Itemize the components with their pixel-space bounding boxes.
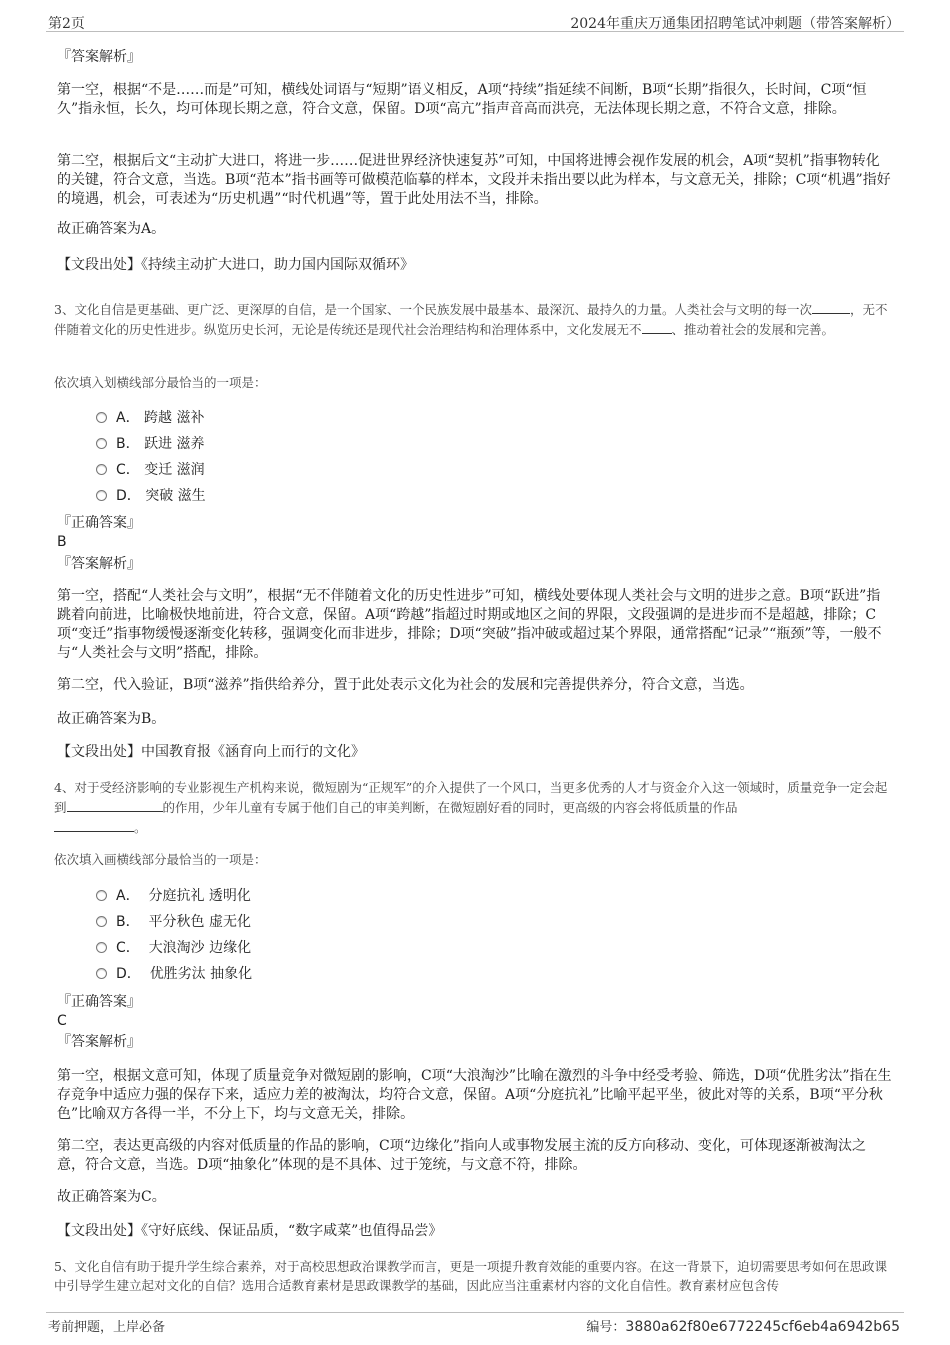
q3-option-b[interactable]: B． 跃进 滋养 [96, 434, 205, 454]
q3-correct-label: 『正确答案』 [57, 515, 141, 531]
radio-button-icon[interactable] [96, 968, 107, 979]
blank-1b [842, 299, 850, 314]
q4-stem: 4、对于受经济影响的专业影视生产机构来说，微短剧为“正规军”的介入提供了一个风口，当更多优秀的人才与资金介入这一领域时，质量竞争一定会起到 的作用，少年儿童有专属于他们自己的审美判断，在微短剧好看的同时，更高级的内容会将低质量的作品 。 [54, 780, 888, 835]
page-footer [46, 1312, 904, 1335]
blank-1 [67, 797, 163, 812]
q3-answer: B [57, 534, 67, 550]
q3-option-d[interactable]: D． 突破 滋生 [96, 486, 206, 506]
q4-answer: C [57, 1013, 67, 1029]
q2-conclusion: 故正确答案为A。 [57, 221, 166, 237]
q2-source: 【文段出处】《持续主动扩大进口，助力国内国际双循环》 [57, 257, 414, 273]
q4-analysis-label: 『答案解析』 [57, 1034, 141, 1050]
q4-analysis-para1: 第一空，根据文意可知，体现了质量竞争对微短剧的影响，C项“大浪淘沙”比喻在激烈的斗争中经受考验、筛选，D项“优胜劣汰”指在生存竞争中适应力强的保存下来，适应力差的被淘汰，均符合文意，保留。A项“分庭抗礼”比喻平起平坐，彼此对等的关系，B项“平分秋色”比喻双方各得一半，不分上下，均与文意无关，排除。 [57, 1068, 892, 1122]
serial-number: 编号：3880a62f80e6772245cf6eb4a6942b65 [586, 1319, 900, 1335]
blank-2 [54, 817, 134, 832]
q4-conclusion: 故正确答案为C。 [57, 1189, 166, 1205]
q2-analysis-label: 『答案解析』 [57, 49, 141, 65]
q3-stem: 3、文化自信是更基础、更广泛、更深厚的自信，是一个国家、一个民族发展中最基本、最深沉、最持久的力量。人类社会与文明的每一次 ，无不伴随着文化的历史性进步。纵览历史长河，无论是传统还是现代社会治理结构和治理体系中，文化发展无不 、推动着社会的发展和完善。 [54, 299, 896, 339]
radio-button-icon[interactable] [96, 890, 107, 901]
q4-option-b[interactable]: B． 平分秋色 虚无化 [96, 912, 251, 932]
q3-option-a[interactable]: A． 跨越 滋补 [96, 408, 204, 428]
blank-1 [812, 299, 842, 314]
radio-button-icon[interactable] [96, 942, 107, 953]
q5-stem: 5、文化自信有助于提升学生综合素养，对于高校思想政治课教学而言，更是一项提升教育效能的重要内容。在这一背景下，迫切需要思考如何在思政课中引导学生建立起对文化的自信？选用合适教育素材是思政课教学的基础，因此应当注重素材内容的文化自信性。教育素材应包含传 [54, 1259, 887, 1293]
radio-button-icon[interactable] [96, 412, 107, 423]
q3-instruction: 依次填入划横线部分最恰当的一项是： [54, 375, 267, 390]
q3-option-c[interactable]: C． 变迁 滋润 [96, 460, 205, 480]
q3-analysis-para1: 第一空，搭配“人类社会与文明”，根据“无不伴随着文化的历史性进步”可知，横线处要体现人类社会与文明的进步之意。B项“跃进”指跳着向前进，比喻极快地前进，符合文意，保留。A项“跨越”指超过时期或地区之间的界限，文段强调的是进步而不是超越，排除；C项“变迁”指事物缓慢逐渐变化转移，强调变化而非进步，排除；D项“突破”指冲破或超过某个界限，通常搭配“记录”“瓶颈”等，一般不与“人类社会与文明”搭配，排除。 [57, 588, 882, 661]
q4-correct-label: 『正确答案』 [57, 994, 141, 1010]
document-title: 2024年重庆万通集团招聘笔试冲刺题（带答案解析） [570, 16, 900, 32]
q4-option-c[interactable]: C． 大浪淘沙 边缘化 [96, 938, 251, 958]
radio-button-icon[interactable] [96, 438, 107, 449]
q4-instruction: 依次填入画横线部分最恰当的一项是： [54, 852, 267, 867]
page-header [46, 9, 904, 32]
page-number: 第2页 [48, 16, 85, 32]
radio-button-icon[interactable] [96, 490, 107, 501]
radio-button-icon[interactable] [96, 916, 107, 927]
q2-analysis-para2: 第二空，根据后文“主动扩大进口，将进一步……促进世界经济快速复苏”可知，中国将进博会视作发展的机会，A项“契机”指事物转化的关键，符合文意，当选。B项“范本”指书画等可做模范临摹的样本，文段并未指出要以此为样本，与文意无关，排除；C项“机遇”指好的境遇，机会，可表述为“历史机遇”“时代机遇”等，置于此处用法不当，排除。 [57, 153, 891, 207]
q4-analysis-para2: 第二空，表达更高级的内容对低质量的作品的影响，C项“边缘化”指向人或事物发展主流的反方向移动、变化，可体现逐渐被淘汰之意，符合文意，当选。D项“抽象化”体现的是不具体、过于笼统，与文意不符，排除。 [57, 1138, 867, 1173]
q3-source: 【文段出处】中国教育报《涵育向上而行的文化》 [57, 744, 365, 760]
q3-analysis-label: 『答案解析』 [57, 556, 141, 572]
q3-conclusion: 故正确答案为B。 [57, 711, 166, 727]
q3-analysis-para2: 第二空，代入验证，B项“滋养”指供给养分，置于此处表示文化为社会的发展和完善提供养分，符合文意，当选。 [57, 677, 754, 693]
footer-slogan: 考前押题，上岸必备 [48, 1320, 166, 1335]
q4-option-a[interactable]: A． 分庭抗礼 透明化 [96, 886, 251, 906]
radio-button-icon[interactable] [96, 464, 107, 475]
q4-source: 【文段出处】《守好底线、保证品质，“数字咸菜”也值得品尝》 [57, 1223, 443, 1239]
q4-option-d[interactable]: D． 优胜劣汰 抽象化 [96, 964, 252, 984]
blank-2 [642, 319, 672, 334]
q2-analysis-para1: 第一空，根据“不是……而是”可知，横线处词语与“短期”语义相反，A项“持续”指延续不间断，B项“长期”指很久，长时间，C项“恒久”指永恒，长久，均可体现长期之意，符合文意，保留。D项“高亢”指声音高而洪亮，无法体现长期之意，不符合文意，排除。 [57, 82, 867, 117]
